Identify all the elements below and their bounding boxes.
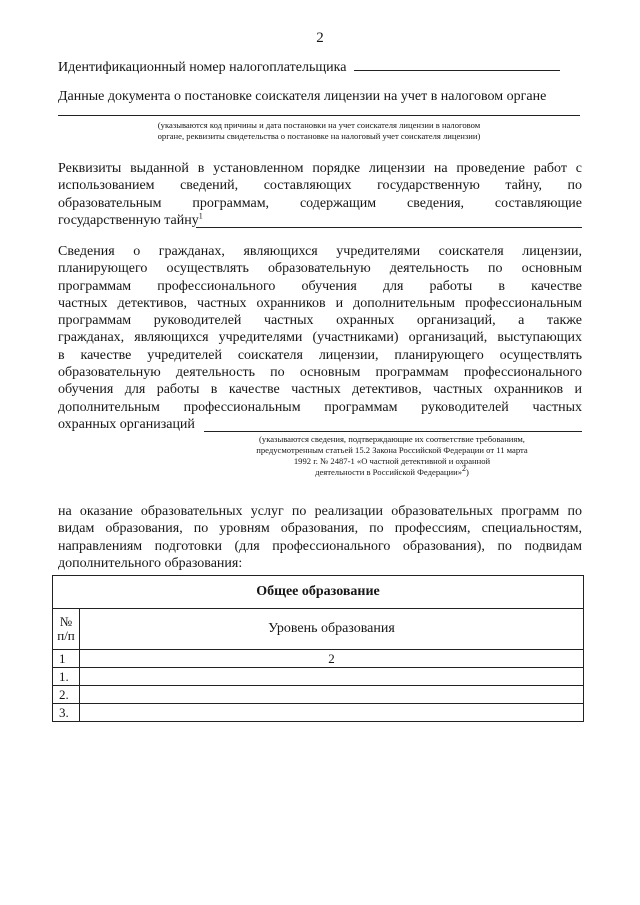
taxpayer-id-field[interactable] (354, 56, 560, 71)
secret-license-paragraph: Реквизиты выданной в установленном порядке лицензии на проведение работ с использованием сведений, составляющих государственную тайну, по образовательным программам, содержащим сведения, составляющие государственную тайну$^1$ (58, 161, 582, 228)
founders-note: (указываются сведения, подтверждающие их соответствие требованиям, предусмотренным статьей 15.2 Закона Российской Федерации от 11 марта 1992 г. № 2487-1 «О частной детективной и охранной деятельности в Российской Федерации»$^2$) (256, 434, 528, 477)
page-number: 2 (316, 30, 324, 46)
number-header: № п/п (53, 609, 80, 650)
table-row (53, 668, 584, 686)
founders-paragraph: Сведения о гражданах, являющихся учредителями соискателя лицензии, планирующего осуществлять образовательную деятельность по основным программам профессионального обучения для работы в качестве частных детективов, частных охранников и дополнительным профессиональным программам руководителей частных охранных организаций, а также гражданах, являющихся учредителями (участниками) организаций, выступающих в качестве учредителей соискателя лицензии, планирующего осуществлять образовательную деятельность по основным программам профессионального обучения для работы в качестве частных детективов, частных охранников и дополнительным профессиональным программам руководителей частных охранных организаций (58, 244, 582, 432)
taxpayer-id-label: Идентификационный номер налогоплательщика (58, 60, 347, 75)
table-title: Общее образование (53, 576, 584, 609)
column-index-1: 1 (53, 650, 80, 668)
founders-field[interactable] (204, 431, 582, 432)
table-row (53, 704, 584, 722)
row-number: 3. (53, 704, 80, 722)
general-education-table (52, 575, 584, 722)
row-number: 1. (53, 668, 80, 686)
taxpayer-id-row (58, 56, 560, 77)
column-index-2: 2 (80, 650, 584, 668)
level-header: Уровень образования (80, 609, 584, 650)
services-paragraph: на оказание образовательных услуг по реализации образовательных программ по видам образования, по уровням образования, по профессиям, специальностям, направлениям подготовки (для профессионального образования), по подвидам дополнительного образования: (58, 504, 582, 571)
row-level-cell[interactable] (80, 704, 584, 722)
table-row (53, 686, 584, 704)
footnote-1: 1 (198, 211, 203, 221)
secret-license-field[interactable] (196, 227, 582, 228)
row-level-cell[interactable] (80, 686, 584, 704)
tax-registration-note: (указываются код причины и дата постановки на учет соискателя лицензии в налоговом органе, реквизиты свидетельства о постановке на налоговый учет соискателя лицензии) (157, 120, 481, 141)
tax-registration-label: Данные документа о постановке соискателя лицензии на учет в налоговом органе (58, 89, 547, 104)
footnote-2: 2 (462, 464, 467, 474)
row-number: 2. (53, 686, 80, 704)
row-level-cell[interactable] (80, 668, 584, 686)
tax-registration-field[interactable] (58, 115, 580, 116)
